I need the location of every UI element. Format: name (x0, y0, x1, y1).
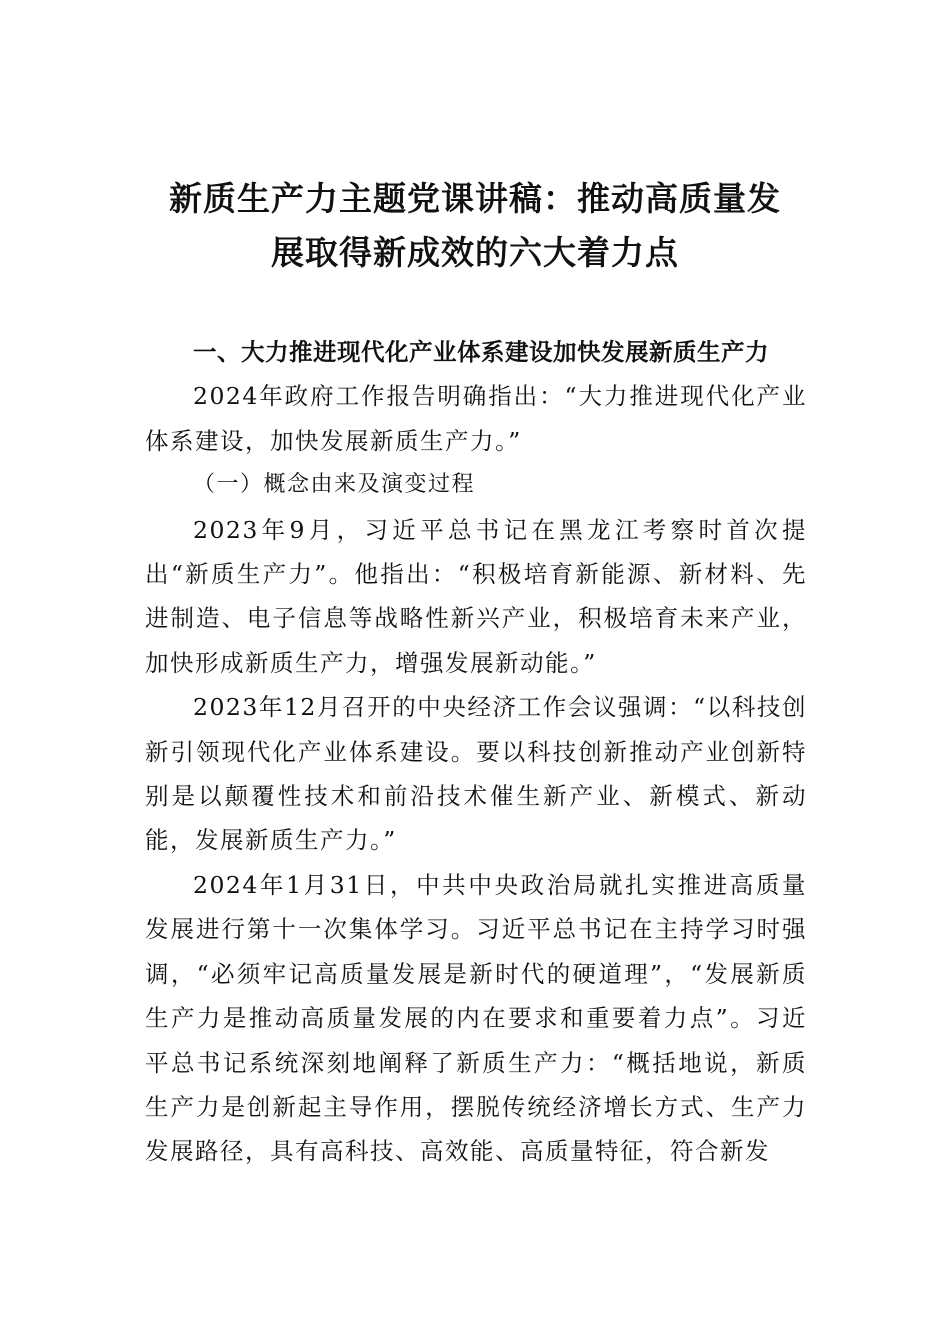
document-body (145, 330, 807, 1174)
paragraph: 2023年12月召开的中央经济工作会议强调：“以科技创新引领现代化产业体系建设。要以科技创新推动产业创新特别是以颠覆性技术和前沿技术催生新产业、新模式、新动能，发展新质生产力。” (145, 693, 807, 855)
subsection-heading: （一）概念由来及演变过程 (193, 472, 476, 498)
document-title (140, 172, 810, 280)
paragraph: 2024年政府工作报告明确指出：“大力推进现代化产业体系建设，加快发展新质生产力。” (145, 382, 807, 455)
title-line-2: 展取得新成效的六大着力点 (271, 233, 679, 272)
paragraph: 2023年9月，习近平总书记在黑龙江考察时首次提出“新质生产力”。他指出：“积极培育新能源、新材料、先进制造、电子信息等战略性新兴产业，积极培育未来产业，加快形成新质生产力，增强发展新动能。” (145, 515, 807, 677)
paragraph: 2024年1月31日，中共中央政治局就扎实推进高质量发展进行第十一次集体学习。习近平总书记在主持学习时强调，“必须牢记高质量发展是新时代的硬道理”，“发展新质生产力是推动高质量发展的内在要求和重要着力点”。习近平总书记系统深刻地阐释了新质生产力：“概括地说，新质生产力是创新起主导作用，摆脱传统经济增长方式、生产力发展路径，具有高科技、高效能、高质量特征，符合新发 (145, 870, 807, 1166)
section-heading: 一、大力推进现代化产业体系建设加快发展新质生产力 (193, 338, 769, 366)
title-line-1: 新质生产力主题党课讲稿：推动高质量发 (169, 179, 781, 218)
